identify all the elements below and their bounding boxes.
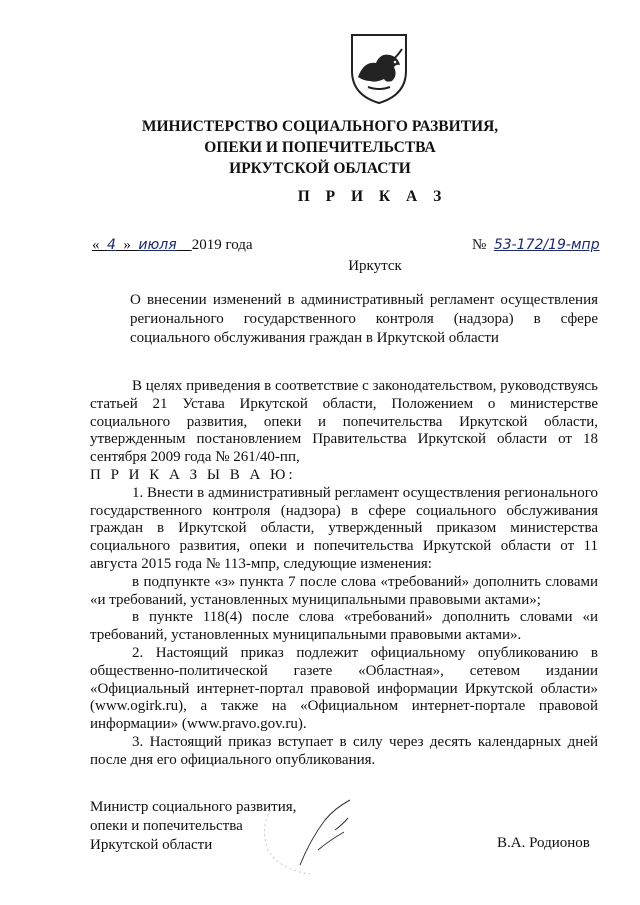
signer-name: В.А. Родионов	[497, 835, 590, 851]
subject-line: регионального государственного контроля (надзора) в сфере	[130, 311, 598, 327]
signer-title-line-1: Министр социального развития,	[90, 799, 297, 815]
date-month: июля	[138, 237, 177, 253]
number-sign: №	[472, 237, 487, 253]
date-day: 4	[107, 237, 116, 253]
order-subject	[130, 291, 598, 348]
number-value: 53-172/19-мпр	[493, 237, 600, 253]
item-1: 1. Внести в административный регламент осуществления регионального государственного контроля (надзора) в сфере социального обслуживания граждан в Иркутской области, утвержденный приказом министерства социального развития, опеки и попечительства Иркутской области от 11 августа 2015 года № 113-мпр, следующие изменения:	[90, 484, 598, 572]
preamble: В целях приведения в соответствие с законодательством, руководствуясь статьей 21 Устава Иркутской области, Положением о министерстве социального развития, опеки и попечительства Иркутской области, утвержденным постановлением Правительства Иркутской области от 18 сентября 2009 года № 261/40-пп,	[90, 378, 598, 466]
signer-title-line-2: опеки и попечительства	[90, 818, 243, 834]
order-body	[90, 378, 598, 770]
ministry-line-3: ИРКУТСКОЙ ОБЛАСТИ	[229, 160, 411, 177]
coat-of-arms-icon	[346, 31, 412, 105]
date-year: 2019 года	[191, 237, 253, 253]
ministry-line-2: ОПЕКИ И ПОПЕЧИТЕЛЬСТВА	[204, 139, 436, 156]
item-2: 2. Настоящий приказ подлежит официальному опубликованию в общественно-политической газете «Областная», сетевом издании «Официальный интернет-портал правовой информации Иркутской области» (www.ogirk.ru), а также на «Официальном интернет-портале правовой информации» (www.pravo.gov.ru).	[90, 644, 598, 733]
handwritten-signature	[240, 770, 410, 880]
city: Иркутск	[348, 258, 402, 274]
item-1-change-a: в подпункте «з» пункта 7 после слова «требований» дополнить словами «и требований, установленных муниципальными правовыми актами»;	[90, 573, 598, 608]
order-number	[472, 237, 600, 254]
item-1-change-b: в пункте 118(4) после слова «требований» дополнить словами «и требований, установленных муниципальными правовыми актами».	[90, 609, 598, 644]
subject-line: О внесении изменений в административный регламент осуществления	[130, 292, 598, 308]
date-open-quote: «	[92, 237, 100, 253]
ministry-line-1: МИНИСТЕРСТВО СОЦИАЛЬНОГО РАЗВИТИЯ,	[141, 118, 499, 135]
document-type: П Р И К А З	[297, 188, 448, 205]
item-3: 3. Настоящий приказ вступает в силу через десять календарных дней после дня его официального опубликования.	[90, 733, 598, 768]
orders-word: П Р И К А З Ы В А Ю:	[90, 466, 296, 483]
ministry-header	[120, 116, 520, 179]
subject-line: социального обслуживания граждан в Иркутской области	[130, 330, 499, 346]
order-date	[92, 237, 253, 254]
date-close-quote: »	[123, 237, 131, 253]
signer-title-line-3: Иркутской области	[90, 837, 213, 853]
